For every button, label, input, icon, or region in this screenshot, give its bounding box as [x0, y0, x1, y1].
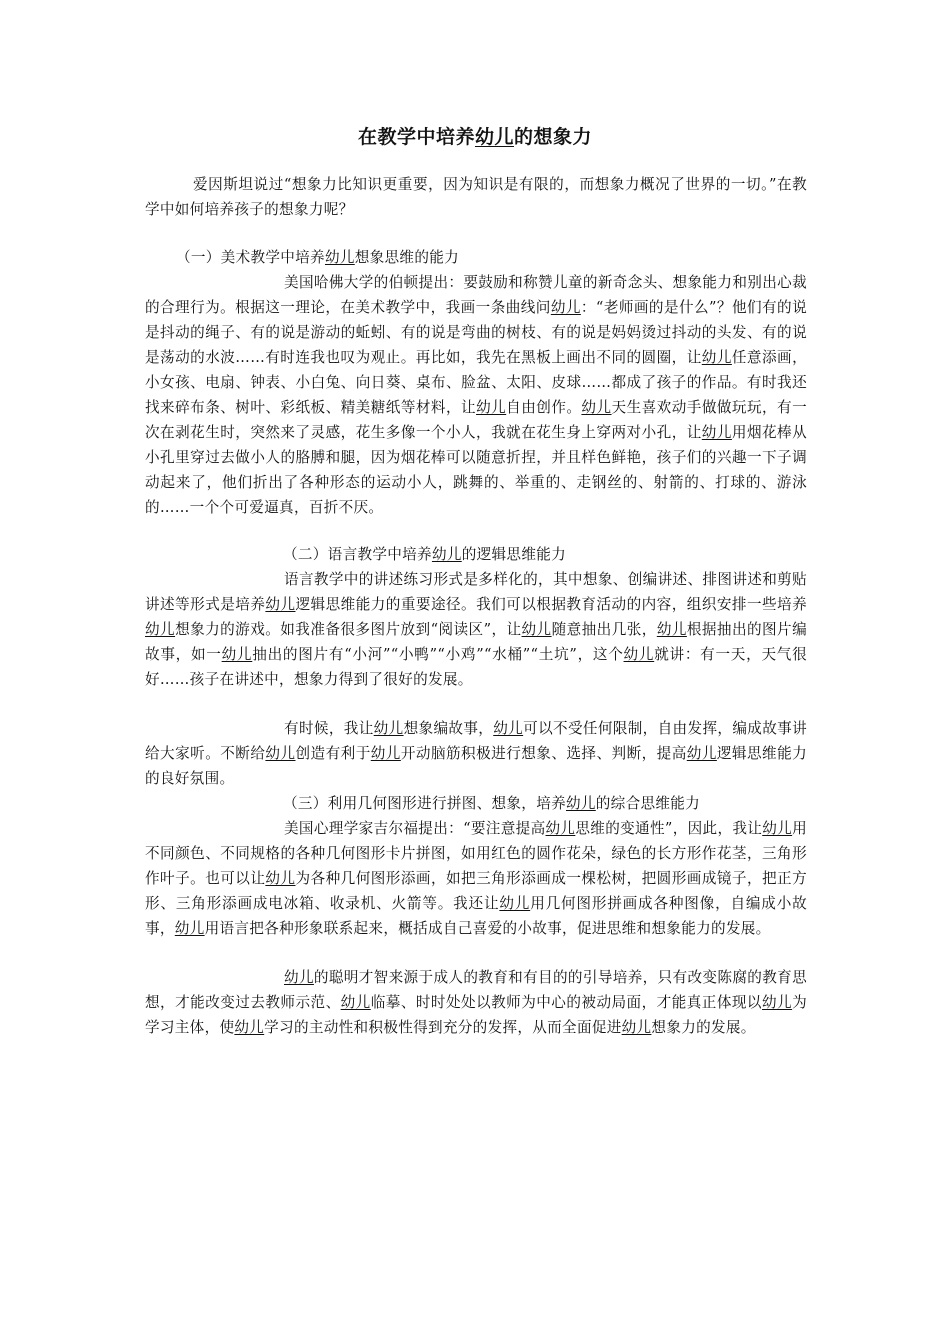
- underlined-term: 幼儿: [265, 745, 296, 762]
- title-text-end: 的想象力: [514, 126, 593, 148]
- text-run: 自由创作。: [506, 399, 582, 416]
- text-run: 的聪明才智来源于成人的教育和有目的的引导培养，只有改变陈腐的教育思想，才能改变过去教师示范、: [145, 969, 807, 1011]
- underlined-term: 幼儿: [762, 820, 793, 837]
- section-heading-1: [176, 245, 459, 270]
- text-run: 想象力的发展。: [651, 1019, 756, 1036]
- underlined-term: 幼儿: [284, 969, 314, 986]
- underlined-term: 幼儿: [493, 720, 524, 737]
- text-run: 就讲：有一天，天气很好……孩子在讲述中，想象力得到了很好的发展。: [145, 646, 807, 688]
- text-run: 的逻辑思维能力: [461, 546, 567, 563]
- underlined-term: 幼儿: [145, 621, 176, 638]
- text-run: 有时候，我让: [284, 720, 374, 737]
- underlined-term: 幼儿: [265, 870, 296, 887]
- text-run: 学习的主动性和积极性得到充分的发挥，从而全面促进: [264, 1019, 622, 1036]
- text-run: 用语言把各种形象联系起来，概括成自己喜爱的小故事，促进思维和想象能力的发展。: [204, 920, 771, 937]
- text-run: 开动脑筋积极进行想象、选择、判断，提高: [400, 745, 687, 762]
- text-run: 美国哈佛大学的伯顿提出：要鼓励和称赞儿童的新奇念头、想象能力和别出心裁的合理行为。根据这一理论，在美术教学中，我画一条曲线问: [145, 274, 807, 316]
- section-2-paragraph-1: [145, 567, 807, 692]
- underlined-term: 幼儿: [499, 895, 531, 912]
- text-run: 任意添画，小女孩、电扇、钟表、小白兔、向日葵、桌布、脸盆、太阳、皮球……都成了孩子的作品。有时我还找来碎布条、树叶、彩纸板、精美糖纸等材料，让: [145, 349, 807, 416]
- text-run: 的综合思维能力: [595, 795, 701, 812]
- text-run: 用不同颜色、不同规格的各种几何图形卡片拼图，如用红色的圆作花朵，绿色的长方形作花茎，三角形作叶子。也可以让: [145, 820, 807, 887]
- underlined-term: 幼儿: [701, 349, 732, 366]
- text-run: 思维的变通性”，因此，我让: [575, 820, 763, 837]
- section-2-body: [145, 567, 807, 692]
- text-run: 为各种几何图形添画，如把三角形添画成一棵松树，把圆形画成镜子，把正方形、三角形添画成电冰箱、收录机、火箭等。我还让: [145, 870, 807, 912]
- underlined-term: 幼儿: [370, 745, 401, 762]
- underlined-term: 幼儿: [686, 745, 717, 762]
- underlined-term: 幼儿: [340, 994, 371, 1011]
- text-run: （三）利用几何图形进行拼图、想象，培养: [283, 795, 566, 812]
- text-run: （二）语言教学中培养: [283, 546, 432, 563]
- text-run: 可以不受任何限制，自由发挥，编成故事讲给大家听。不断给: [145, 720, 807, 762]
- text-run: 抽出的图片有“小河”“小鸭”“小鸡”“水桶”“土坑”，这个: [252, 646, 624, 663]
- section-3-body: [145, 816, 807, 941]
- document-title: [0, 122, 950, 149]
- text-run: 用烟花棒从小孔里穿过去做小人的胳膊和腿，因为烟花棒可以随意折捏，并且样色鲜艳，孩子们的兴趣一下子调动起来了，他们折出了各种形态的运动小人，跳舞的、举重的、走钢丝的、射箭的、打球的、游泳的……一个个可爱逼真，百折不厌。: [145, 424, 807, 516]
- text-run: 根据抽出的图片编故事，如一: [145, 621, 807, 663]
- text-run: ：“老师画的是什么”？他们有的说是抖动的绳子、有的说是游动的蚯蚓、有的说是弯曲的树枝、有的说是妈妈烫过抖动的头发、有的说是荡动的水波……有时连我也叹为观止。再比如，我先在黑板上画出不同的圆圈，让: [145, 299, 807, 366]
- text-run: 为学习主体，使: [145, 994, 807, 1036]
- title-underlined-word: 幼儿: [474, 126, 514, 148]
- text-run: 逻辑思维能力的重要途径。我们可以根据教育活动的内容，组织安排一些培养: [295, 596, 807, 613]
- underlined-term: 幼儿: [623, 646, 655, 663]
- text-run: 想象力的游戏。如我准备很多图片放到“阅读区”，让: [175, 621, 522, 638]
- text-run: 逻辑思维能力的良好氛围。: [145, 745, 808, 787]
- intro-text: 爱因斯坦说过“想象力比知识更重要，因为知识是有限的，而想象力概况了世界的一切。”在教学中如何培养孩子的想象力呢？: [145, 176, 807, 218]
- underlined-term: 幼儿: [476, 399, 507, 416]
- underlined-term: 幼儿: [581, 399, 612, 416]
- underlined-term: 幼儿: [761, 994, 793, 1011]
- underlined-term: 幼儿: [521, 621, 552, 638]
- text-run: 临摹、时时处处以教师为中心的被动局面，才能真正体现以: [370, 994, 762, 1011]
- section-heading-2: [283, 542, 566, 567]
- text-run: 美国心理学家吉尔福提出：“要注意提高: [284, 820, 546, 837]
- underlined-term: 幼儿: [174, 920, 205, 937]
- text-run: 想象编故事，: [403, 720, 494, 737]
- underlined-term: 幼儿: [221, 646, 253, 663]
- underlined-term: 幼儿: [234, 1019, 265, 1036]
- underlined-term: 幼儿: [701, 424, 732, 441]
- underlined-term: 幼儿: [550, 299, 581, 316]
- underlined-term: 幼儿: [656, 621, 687, 638]
- section-2-body-b: [145, 716, 807, 791]
- underlined-term: 幼儿: [373, 720, 404, 737]
- section-1-body: [145, 270, 807, 520]
- conclusion-body: [145, 965, 807, 1040]
- title-text: 在教学中培养: [357, 126, 475, 148]
- text-run: 创造有利于: [295, 745, 371, 762]
- section-2-paragraph-2: [145, 716, 807, 791]
- text-run: （一）美术教学中培养: [176, 249, 325, 266]
- underlined-term: 幼儿: [431, 546, 462, 563]
- section-3-paragraph-1: [145, 816, 807, 941]
- underlined-term: 幼儿: [545, 820, 576, 837]
- section-1-paragraph-1: [145, 270, 807, 520]
- underlined-term: 幼儿: [565, 795, 596, 812]
- text-run: 随意抽出几张，: [551, 621, 657, 638]
- text-run: 用几何图形拼画成各种图像，自编成小故事，: [145, 895, 807, 937]
- underlined-term: 幼儿: [324, 249, 355, 266]
- intro-paragraph: [145, 172, 807, 222]
- text-run: 语言教学中的讲述练习形式是多样化的，其中想象、创编讲述、排图讲述和剪贴讲述等形式是培养: [145, 571, 807, 613]
- text-run: 想象思维的能力: [354, 249, 460, 266]
- conclusion-paragraph: [145, 965, 807, 1040]
- underlined-term: 幼儿: [265, 596, 296, 613]
- underlined-term: 幼儿: [621, 1019, 652, 1036]
- text-run: 天生喜欢动手做做玩玩，有一次在剥花生时，突然来了灵感，花生多像一个小人，我就在花生身上穿两对小孔，让: [145, 399, 807, 441]
- section-heading-3: [283, 791, 700, 816]
